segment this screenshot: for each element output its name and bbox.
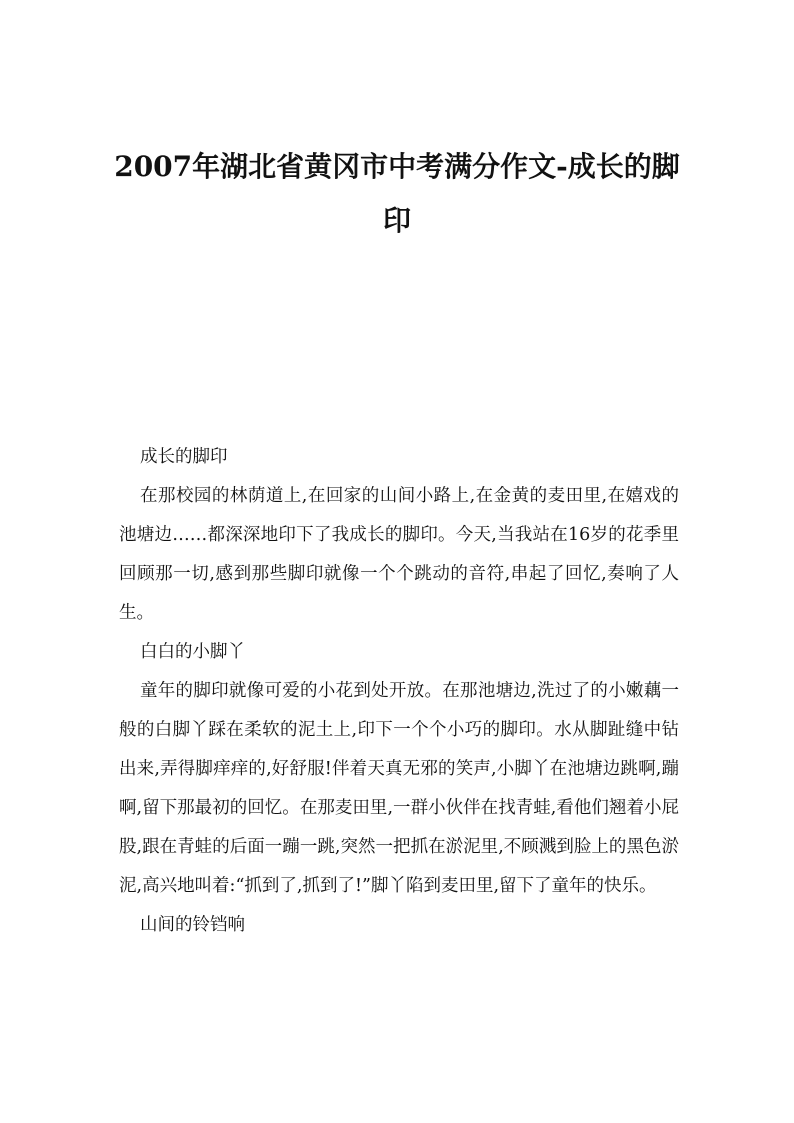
section-heading: 山间的铃铛响 [140,915,245,935]
document-body [119,438,679,945]
section-heading: 白白的小脚丫 [140,642,245,662]
document-title: 2007年湖北省黄冈市中考满分作文-成长的脚印 [114,150,680,237]
paragraph: 童年的脚印就像可爱的小花到处开放。在那池塘边,洗过了的小嫩藕一般的白脚丫踩在柔软的泥土上,印下一个个小巧的脚印。水从脚趾缝中钻出来,弄得脚痒痒的,好舒服!伴着天真无邪的笑声,小脚丫在池塘边跳啊,蹦啊,留下那最初的回忆。在那麦田里,一群小伙伴在找青蛙,看他们翘着小屁股,跟在青蛙的后面一蹦一跳,突然一把抓在淤泥里,不顾溅到脸上的黑色淤泥,高兴地叫着:“抓到了,抓到了!”脚丫陷到麦田里,留下了童年的快乐。 [119,681,679,896]
section-heading: 成长的脚印 [140,447,228,467]
paragraph: 在那校园的林荫道上,在回家的山间小路上,在金黄的麦田里,在嬉戏的池塘边……都深深地印下了我成长的脚印。今天,当我站在16岁的花季里回顾那一切,感到那些脚印就像一个个跳动的音符,串起了回忆,奏响了人生。 [119,486,679,623]
